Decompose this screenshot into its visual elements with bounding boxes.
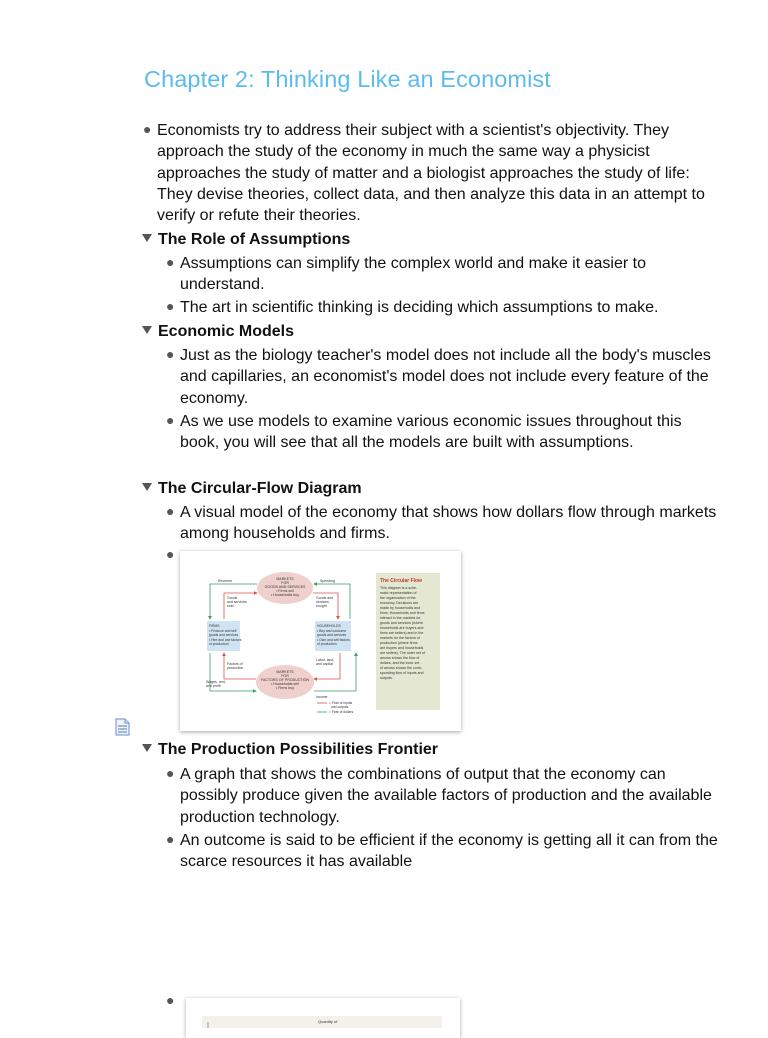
bullet-icon: ● bbox=[143, 121, 152, 137]
box-label: • Buy and consume bbox=[317, 629, 347, 633]
box-label: goods and services bbox=[317, 633, 347, 637]
bullet-icon: ● bbox=[166, 412, 175, 428]
box-line: economy. Decisions are bbox=[380, 601, 419, 605]
flow-label: Wages, rent, bbox=[206, 680, 226, 684]
box-line: interact in the markets for bbox=[380, 616, 421, 620]
bullet-icon: ● bbox=[166, 503, 175, 519]
flow-label: Labor, land, bbox=[316, 658, 335, 662]
box-line: firms. Households and firms bbox=[380, 611, 425, 615]
list-item: Assumptions can simplify the complex world and make it easier to understand. bbox=[180, 255, 646, 294]
flow-label: and profit bbox=[206, 684, 221, 688]
box-line: markets for the factors of bbox=[380, 636, 420, 640]
oval-label: • Households buy bbox=[270, 593, 300, 597]
oval-label: FOR bbox=[281, 674, 289, 678]
box-label: of production bbox=[317, 642, 337, 646]
triangle-down-icon[interactable] bbox=[142, 483, 152, 491]
box-line: of arrows shows the corre- bbox=[380, 666, 423, 670]
box-line: made by households and bbox=[380, 606, 421, 610]
box-label: FIRMS bbox=[209, 624, 220, 628]
list-item: A visual model of the economy that shows how dollars flow through markets among households and firms. bbox=[180, 504, 717, 543]
flow-label: and services bbox=[227, 600, 247, 604]
oval-label: GOODS AND SERVICES bbox=[264, 585, 306, 589]
box-line: goods and services (where bbox=[380, 621, 423, 625]
triangle-down-icon[interactable] bbox=[142, 744, 152, 752]
ppf-graph-image bbox=[186, 998, 460, 1038]
box-line: This diagram is a sche- bbox=[380, 586, 418, 590]
box-label: of production bbox=[209, 642, 229, 646]
flow-label: Factors of bbox=[227, 662, 243, 666]
flow-label: services bbox=[316, 600, 329, 604]
triangle-down-icon[interactable] bbox=[142, 234, 152, 242]
box-line: the organization of the bbox=[380, 596, 416, 600]
section-heading-models: Economic Models bbox=[158, 323, 295, 340]
list-item: Just as the biology teacher's model does not include all the body's muscles and capillaries, an economist's model does not include every feature of the economy. bbox=[180, 347, 711, 407]
flow-label: Spending bbox=[320, 579, 335, 583]
page-title: Chapter 2: Thinking Like an Economist bbox=[144, 66, 551, 92]
oval-label: MARKETS bbox=[276, 577, 294, 581]
intro-paragraph: Economists try to address their subject with a scientist's objectivity. They approach the study of the economy in much the same way a physicist approaches the study of matter and a biologist approaches the study of life: They devise theories, collect data, and then analyze this data in an attempt to verify or refute their theories. bbox=[157, 122, 705, 225]
document-icon[interactable] bbox=[115, 718, 130, 736]
section-heading-circular-flow: The Circular-Flow Diagram bbox=[158, 480, 362, 497]
oval-label: FACTORS OF PRODUCTION bbox=[260, 678, 310, 682]
circular-flow-diagram bbox=[180, 551, 461, 731]
box-label: goods and services bbox=[209, 633, 239, 637]
oval-label: • Firms sell bbox=[276, 589, 294, 593]
legend-label: and outputs bbox=[331, 705, 349, 709]
bullet-icon: ● bbox=[166, 546, 175, 562]
flow-label: and capital bbox=[316, 662, 333, 666]
bullet-icon: ● bbox=[166, 765, 175, 781]
legend-label: = Flow of dollars bbox=[329, 710, 354, 714]
list-item: A graph that shows the combinations of output that the economy can possibly produce given the available factors of production and the available production technology. bbox=[180, 766, 712, 826]
box-label: • Own and sell factors bbox=[317, 638, 350, 642]
box-label: HOUSEHOLDS bbox=[317, 624, 341, 628]
section-heading-ppf: The Production Possibilities Frontier bbox=[158, 741, 439, 758]
box-line: sponding flow of inputs and bbox=[380, 671, 424, 675]
box-line: are sellers). The outer set of bbox=[380, 651, 425, 655]
box-line: matic representation of bbox=[380, 591, 417, 595]
bullet-icon: ● bbox=[166, 831, 175, 847]
bullet-icon: ● bbox=[166, 992, 175, 1008]
circular-flow-svg bbox=[180, 551, 461, 731]
flow-label: bought bbox=[316, 604, 327, 608]
box-line: dollars, and the inner set bbox=[380, 661, 420, 665]
list-item: As we use models to examine various economic issues throughout this book, you will see that all the models are built with assumptions. bbox=[180, 413, 682, 452]
oval-label: MARKETS bbox=[276, 670, 294, 674]
oval-label: • Households sell bbox=[271, 682, 299, 686]
box-line: are buyers and households bbox=[380, 646, 424, 650]
box-line: arrows shows the flow of bbox=[380, 656, 420, 660]
flow-label: Goods bbox=[227, 596, 238, 600]
box-line: firms are sellers) and in the bbox=[380, 631, 424, 635]
list-item: The art in scientific thinking is deciding which assumptions to make. bbox=[180, 299, 659, 316]
oval-label: • Firms buy bbox=[275, 686, 295, 690]
flow-label: Income bbox=[316, 695, 328, 699]
box-line: households are buyers and bbox=[380, 626, 424, 630]
box-label: • Hire and use factors bbox=[209, 638, 242, 642]
bullet-icon: ● bbox=[166, 346, 175, 362]
triangle-down-icon[interactable] bbox=[142, 326, 152, 334]
oval-label: FOR bbox=[281, 581, 289, 585]
box-line: outputs. bbox=[380, 676, 393, 680]
graph-label: Quantity of bbox=[318, 1019, 338, 1024]
section-heading-assumptions: The Role of Assumptions bbox=[158, 231, 351, 248]
list-item: An outcome is said to be efficient if the economy is getting all it can from the scarce resources it has available bbox=[180, 832, 718, 871]
flow-label: sold bbox=[227, 604, 234, 608]
bullet-icon: ● bbox=[166, 254, 175, 270]
bullet-icon: ● bbox=[166, 298, 175, 314]
box-label: • Produce and sell bbox=[209, 629, 237, 633]
flow-label: Revenue bbox=[218, 579, 233, 583]
legend-label: = Flow of inputs bbox=[329, 701, 353, 705]
box-title: The Circular Flow bbox=[380, 578, 422, 584]
box-line: production (where firms bbox=[380, 641, 418, 645]
flow-label: production bbox=[227, 666, 244, 670]
flow-label: Goods and bbox=[316, 596, 334, 600]
